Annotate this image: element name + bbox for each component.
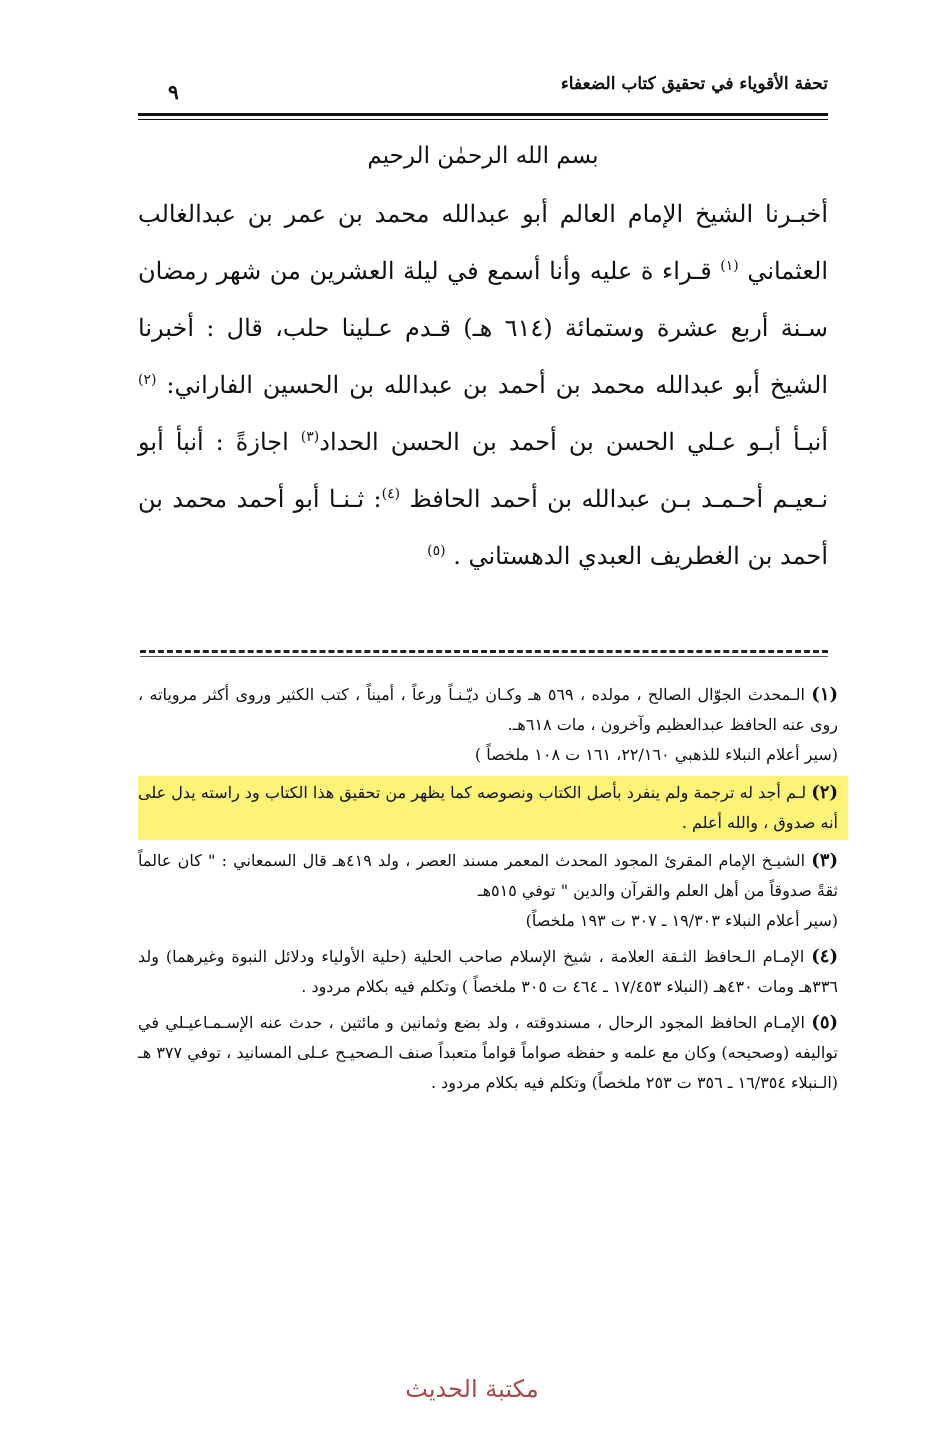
footnote-marker: (٥) — [427, 543, 446, 559]
footnote-3 — [138, 846, 838, 936]
header-rule-thin — [138, 119, 828, 120]
footnotes — [138, 680, 838, 1104]
footnote-reference: (سير أعلام النبلاء للذهبي ٢٢/١٦٠، ١٦١ ت ١٠٨ ملخصاً ) — [474, 745, 838, 764]
footnote-separator — [140, 650, 828, 653]
basmala: بسم الله الرحمٰن الرحيم — [367, 143, 599, 169]
main-part: أخبـرنا الشيخ الإمام العالم أبو عبدالله محمد بن عمر بن عبدالغالب العثماني — [138, 200, 828, 285]
footnote-text: الإمـام الحافظ المجود الرحال ، مسندوقته ، ولد بضع وثمانين و مائتين ، حدث عنه الإسـمـاعيـلي في تواليفه (وصحيحه) وكان مع علمه و حفظه صواماً قواماً متعبداً صنف الـصحيـح عـلى المسانيد ، توفي ٣٧٧ هـ (الـنبلاء ١٦/٣٥٤ ـ ٣٥٦ ت ٢٥٣ ملخصاً) وتكلم فيه بكلام مردود . — [138, 1013, 838, 1092]
running-header — [138, 70, 828, 110]
footnote-marker: (٢) — [138, 372, 157, 388]
footnote-marker: (١) — [720, 258, 739, 274]
footnote-number: (٣) — [811, 850, 838, 871]
footnote-text: الـمحدث الجوّال الصالح ، مولده ، ٥٦٩ هـ وكـان ديّـنـاً ورعاً ، أميناً ، كتب الكثير وروى أكثر مروياته ، روى عنه الحافظ عبدالعظيم وآخرون ، مات ٦١٨هـ. — [138, 685, 838, 734]
page-number: ٩ — [168, 80, 179, 104]
footnote-1 — [138, 680, 838, 770]
footnote-number: (٤) — [811, 946, 838, 967]
library-watermark: مكتبة الحديث — [405, 1375, 539, 1403]
main-part: قـراء ة عليه وأنا أسمع في ليلة العشرين من شهر رمضان سـنة أربع عشرة وستمائة (٦١٤ هـ) قـدم عـلينا حلب، قال : أخبرنا الشيخ أبو عبدالله محمد بن أحمد بن عبدالله بن الحسين الفاراني: — [138, 257, 829, 399]
footnote-2-highlighted — [138, 776, 848, 840]
footnote-marker: (٣) — [300, 429, 320, 445]
main-part: أنبـأ أبـو عـلي الحسن بن أحمد بن الحسن الحداد — [319, 428, 828, 456]
footnote-number: (٥) — [811, 1012, 839, 1033]
footnote-number: (٢) — [811, 782, 838, 803]
main-part: اجازةً : أنبأ أبو نـعيـم أحـمـد بـن عبدالله بن أحمد الحافظ — [138, 428, 828, 513]
footnote-marker: (٤) — [381, 486, 401, 502]
footnote-reference: (سير أعلام النبلاء ١٩/٣٠٣ ـ ٣٠٧ ت ١٩٣ ملخصاً) — [525, 911, 838, 930]
book-title: تحفة الأقوياء في تحقيق كتاب الضعفاء — [560, 74, 828, 94]
footnote-5 — [138, 1008, 838, 1098]
main-part: : ثـنـا أبو أحمد محمد بن أحمد بن الغطريف العبدي الدهستاني . — [138, 485, 828, 570]
footnote-separator-thin — [140, 656, 828, 657]
footnote-text: الشيـخ الإمام المقرئ المجود المحدث المعمر مسند العصر ، ولد ٤١٩هـ قال السمعاني : " كان عالماً ثقةً صدوقاً من أهل العلم والقرآن والدين " توفي ٥١٥هـ — [138, 851, 838, 900]
footnote-number: (١) — [811, 684, 839, 705]
main-text — [138, 186, 828, 585]
footnote-text: الإمـام الـحافظ الثـقة العلامة ، شيخ الإسلام صاحب الحلية (حلية الأولياء ودلائل النبوة وغيرهما) ولد ٣٣٦هـ ومات ٤٣٠هـ (النبلاء ١٧/٤٥٣ ـ ٤٦٤ ت ٣٠٥ ملخصاً ) وتكلم فيه بكلام مردود . — [138, 947, 838, 996]
header-rule-thick — [138, 113, 828, 116]
footnote-text: لـم أجد له ترجمة ولم ينفرد بأصل الكتاب ونصوصه كما يظهر من تحقيق هذا الكتاب ود راسته يدل على أنه صدوق ، والله أعلم . — [138, 783, 838, 832]
footnote-4 — [138, 942, 838, 1002]
